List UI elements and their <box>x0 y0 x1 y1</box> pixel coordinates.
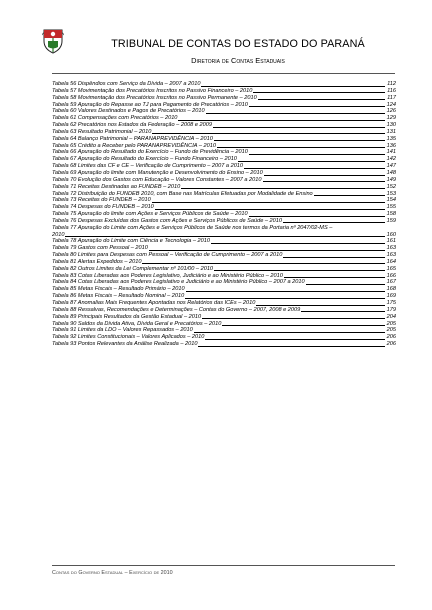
toc-entry-label: Tabela 63 Resultado Patrimonial – 2010 <box>52 128 152 135</box>
toc-entry-label-continued: 2010 <box>52 231 65 238</box>
toc-entry[interactable] <box>52 129 396 136</box>
toc-entry-label: Tabela 69 Apuração do limite com Manutenção e Desenvolvimento do Ensino – 2010 <box>52 169 263 176</box>
toc-entry-label: Tabela 82 Outros Limites da Lei Complementar nº 101/00 – 2010 <box>52 265 214 272</box>
toc-leader <box>249 154 385 155</box>
toc-entry[interactable] <box>52 273 396 280</box>
toc-leader <box>213 127 385 128</box>
toc-leader <box>253 92 385 93</box>
toc-leader <box>264 175 385 176</box>
page-subtitle: Diretoria de Contas Estaduais <box>191 56 285 65</box>
toc-entry-page: 142 <box>386 156 396 163</box>
toc-entry[interactable] <box>52 300 396 307</box>
toc-entry-page: 159 <box>386 217 396 224</box>
toc-leader <box>256 305 385 306</box>
toc-entry-page: 112 <box>387 81 396 87</box>
toc-leader <box>284 277 385 278</box>
toc-entry-page: 154 <box>386 197 396 204</box>
toc-entry-page: 161 <box>386 238 396 245</box>
toc-entry[interactable] <box>52 211 396 218</box>
toc-leader <box>205 339 385 340</box>
toc-entry-label: Tabela 80 Limites para Despesas com Pessoal – Verificação de Cumprimento – 2007 a 2010 <box>52 252 283 259</box>
toc-entry[interactable] <box>52 341 396 348</box>
toc-leader <box>206 113 385 114</box>
toc-entry[interactable] <box>52 149 396 156</box>
header-divider <box>52 73 395 74</box>
toc-entry[interactable] <box>52 225 396 239</box>
toc-leader <box>258 99 385 100</box>
toc-entry-label: Tabela 58 Movimentação dos Precatórios Inscritos no Passivo Permanente – 2010 <box>52 94 257 101</box>
toc-entry[interactable] <box>52 314 396 321</box>
toc-entry[interactable] <box>52 266 396 273</box>
toc-leader <box>214 270 385 271</box>
toc-leader <box>306 284 385 285</box>
toc-entry-page: 126 <box>386 108 396 115</box>
toc-entry-label: Tabela 61 Compensações com Precatórios – 2010 <box>52 115 178 122</box>
table-of-contents <box>52 81 396 348</box>
toc-entry-page: 206 <box>386 334 396 341</box>
toc-entry-page: 130 <box>386 122 396 129</box>
toc-entry-page: 131 <box>386 128 396 135</box>
toc-entry-label: Tabela 60 Valores Destinados e Pagos de Precatórios – 2010 <box>52 108 205 115</box>
toc-entry-label: Tabela 86 Metas Fiscais – Resultado Nominal – 2010 <box>52 293 185 300</box>
toc-entry-label: Tabela 76 Despesas Excluídas dos Gastos com Ações e Serviços Públicos de Saúde – 2010 <box>52 217 282 224</box>
toc-entry-label: Tabela 70 Evolução dos Gastos com Educação – Valores Constantes – 2007 a 2010 <box>52 176 262 183</box>
toc-entry[interactable] <box>52 191 396 198</box>
toc-leader <box>283 257 385 258</box>
toc-entry-label: Tabela 87 Anomalias Mais Frequentes Apontadas nos Relatórios das ICEs – 2010 <box>52 300 256 306</box>
toc-entry-label: Tabela 71 Receitas Destinadas ao FUNDEB – 2010 <box>52 183 181 190</box>
toc-entry-page: 204 <box>386 313 396 320</box>
toc-entry[interactable] <box>52 115 396 122</box>
toc-entry-label: Tabela 81 Alertas Expedidos – 2010 <box>52 258 142 265</box>
toc-entry-page: 141 <box>386 149 396 156</box>
toc-entry[interactable] <box>52 184 396 191</box>
toc-leader <box>152 133 385 134</box>
toc-entry-page: 155 <box>386 204 396 211</box>
toc-entry-label: Tabela 59 Apuração do Repasse ao TJ para Pagamento de Precatórios – 2010 <box>52 101 248 108</box>
toc-entry[interactable] <box>52 177 396 184</box>
toc-entry-page: 179 <box>386 306 396 313</box>
toc-entry-page: 205 <box>386 320 396 327</box>
toc-entry-label: Tabela 57 Movimentação dos Precatórios Inscritos no Passivo Financeiro – 2010 <box>52 87 253 94</box>
toc-entry[interactable] <box>52 204 396 211</box>
toc-leader <box>198 346 385 347</box>
toc-entry-label: Tabela 74 Despesas do FUNDEB – 2010 <box>52 204 154 211</box>
toc-entry[interactable] <box>52 170 396 177</box>
toc-entry-page: 152 <box>386 183 396 190</box>
toc-entry-page: 206 <box>386 341 396 348</box>
toc-entry[interactable] <box>52 102 396 109</box>
toc-entry-page: 205 <box>386 327 396 334</box>
toc-entry-page: 160 <box>386 231 396 238</box>
toc-entry[interactable] <box>52 108 396 115</box>
toc-entry-page: 153 <box>386 190 396 197</box>
toc-entry-label: Tabela 65 Crédito a Receber pelo PARANAPREVIDÊNCIA – 2010 <box>52 142 216 149</box>
toc-leader <box>142 263 385 264</box>
toc-entry-label: Tabela 72 Distribuição do FUNDEB 2010, com Base nas Matrículas Efetuadas por Modalidade de Ensino <box>52 190 313 197</box>
toc-leader <box>149 250 385 251</box>
toc-entry[interactable] <box>52 122 396 129</box>
toc-entry-page: 149 <box>386 176 396 183</box>
toc-entry[interactable] <box>52 286 396 293</box>
toc-entry-page: 163 <box>386 252 396 259</box>
toc-entry-label: Tabela 77 Apuração do Limite com Ações e Serviços Públicos de Saúde nos termos da Portaria nº 2047/02-MS – <box>52 224 333 231</box>
toc-leader <box>155 209 385 210</box>
toc-entry-page: 164 <box>386 258 396 265</box>
toc-entry[interactable] <box>52 327 396 334</box>
toc-entry[interactable] <box>52 252 396 259</box>
toc-entry-label: Tabela 64 Balanço Patrimonial – PARANAPREVIDÊNCIA – 2010 <box>52 135 213 142</box>
toc-entry[interactable] <box>52 88 396 95</box>
toc-leader <box>181 188 385 189</box>
toc-entry[interactable] <box>52 143 396 150</box>
toc-entry-label: Tabela 67 Apuração do Resultado do Exercício – Fundo Financeiro – 2010 <box>52 156 237 163</box>
toc-entry-page: 166 <box>386 272 396 279</box>
toc-entry[interactable] <box>52 238 396 245</box>
toc-entry[interactable] <box>52 136 396 143</box>
toc-entry[interactable] <box>52 163 396 170</box>
toc-leader <box>238 161 385 162</box>
toc-entry[interactable] <box>52 197 396 204</box>
toc-entry-page: 129 <box>386 115 396 122</box>
toc-leader <box>301 311 385 312</box>
toc-entry[interactable] <box>52 245 396 252</box>
toc-entry-page: 158 <box>386 211 396 218</box>
toc-leader <box>186 291 385 292</box>
toc-entry-page: 136 <box>386 142 396 149</box>
toc-entry-page: 163 <box>386 245 396 252</box>
toc-entry-label: Tabela 89 Principais Resultados da Gestão Estadual – 2010 <box>52 313 202 320</box>
toc-entry[interactable] <box>52 218 396 225</box>
toc-entry-page: 117 <box>387 94 396 101</box>
toc-entry[interactable] <box>52 334 396 341</box>
toc-entry[interactable] <box>52 81 396 88</box>
toc-entry-page: 169 <box>386 293 396 300</box>
toc-leader <box>249 106 385 107</box>
toc-entry-label: Tabela 68 Limites das CF e CE – Verificação de Cumprimento – 2007 a 2010 <box>52 163 244 170</box>
toc-leader <box>263 181 386 182</box>
toc-leader <box>211 243 385 244</box>
toc-entry-label: Tabela 73 Receitas do FUNDEB – 2010 <box>52 197 151 204</box>
toc-entry-page: 135 <box>386 135 396 142</box>
toc-leader <box>65 236 385 237</box>
toc-entry-page: 124 <box>386 101 396 108</box>
toc-leader <box>217 147 385 148</box>
toc-entry-label: Tabela 85 Metas Fiscais – Resultado Primário – 2010 <box>52 286 185 293</box>
toc-entry[interactable] <box>52 279 396 286</box>
toc-entry[interactable] <box>52 293 396 300</box>
toc-entry-label: Tabela 78 Apuração do Limite com Ciência e Tecnologia – 2010 <box>52 238 210 245</box>
toc-leader <box>314 195 385 196</box>
toc-leader <box>185 298 385 299</box>
page-title: TRIBUNAL DE CONTAS DO ESTADO DO PARANÁ <box>111 38 365 50</box>
toc-entry[interactable] <box>52 321 396 328</box>
toc-entry-page: 116 <box>387 87 396 94</box>
toc-entry-label: Tabela 56 Dispêndios com Serviço da Dívida – 2007 a 2010 <box>52 81 201 87</box>
toc-entry-label: Tabela 75 Apuração do limite com Ações e Serviços Públicos de Saúde – 2010 <box>52 211 248 218</box>
toc-entry-page: 147 <box>386 163 396 170</box>
toc-entry-label: Tabela 62 Precatórios nos Estados da Federação – 2008 e 2009 <box>52 122 212 129</box>
toc-leader <box>283 222 385 223</box>
toc-leader <box>152 202 385 203</box>
toc-leader <box>194 332 385 333</box>
toc-entry-page: 165 <box>386 265 396 272</box>
toc-leader <box>202 318 385 319</box>
toc-leader <box>178 120 385 121</box>
toc-entry-label: Tabela 92 Limites Constitucionais – Valores Aplicados – 2010 <box>52 334 205 341</box>
toc-entry-label: Tabela 90 Saldos da Dívida Ativa, Dívida Geral e Precatórios – 2010 <box>52 320 222 327</box>
toc-entry[interactable] <box>52 307 396 314</box>
coat-of-arms-logo <box>42 27 64 54</box>
page-footer: Contas do Governo Estadual – Exercício de 2010 <box>52 570 173 576</box>
toc-entry-label: Tabela 84 Cotas Liberadas aos Poderes Legislativo e Judiciário e ao Ministério Público – 2007 a 2010 <box>52 279 305 286</box>
toc-entry-label: Tabela 79 Gastos com Pessoal – 2010 <box>52 245 148 252</box>
toc-entry[interactable] <box>52 259 396 266</box>
footer-divider <box>52 565 395 566</box>
toc-leader <box>201 86 385 87</box>
toc-entry[interactable] <box>52 95 396 102</box>
toc-leader <box>249 216 385 217</box>
toc-entry-label: Tabela 66 Apuração do Resultado do Exercício – Fundo de Previdência – 2010 <box>52 149 248 156</box>
toc-entry-page: 168 <box>386 286 396 293</box>
toc-entry-label: Tabela 93 Pontos Relevantes da Análise Realizada – 2010 <box>52 341 198 348</box>
toc-entry-label: Tabela 88 Ressalvas, Recomendações e Determinações – Contas do Governo – 2007, 2008 e 2009 <box>52 306 301 313</box>
toc-entry-page: 175 <box>386 300 396 306</box>
toc-entry[interactable] <box>52 156 396 163</box>
toc-leader <box>244 168 385 169</box>
toc-entry-label: Tabela 91 Limites da LDO – Valores Repassados – 2010 <box>52 327 193 334</box>
toc-leader <box>222 325 385 326</box>
toc-entry-page: 148 <box>386 169 396 176</box>
toc-leader <box>214 140 385 141</box>
toc-entry-label: Tabela 83 Cotas Liberadas aos Poderes Legislativo, Judiciário e ao Ministério Público – 2010 <box>52 272 283 279</box>
toc-entry-page: 167 <box>386 279 396 286</box>
